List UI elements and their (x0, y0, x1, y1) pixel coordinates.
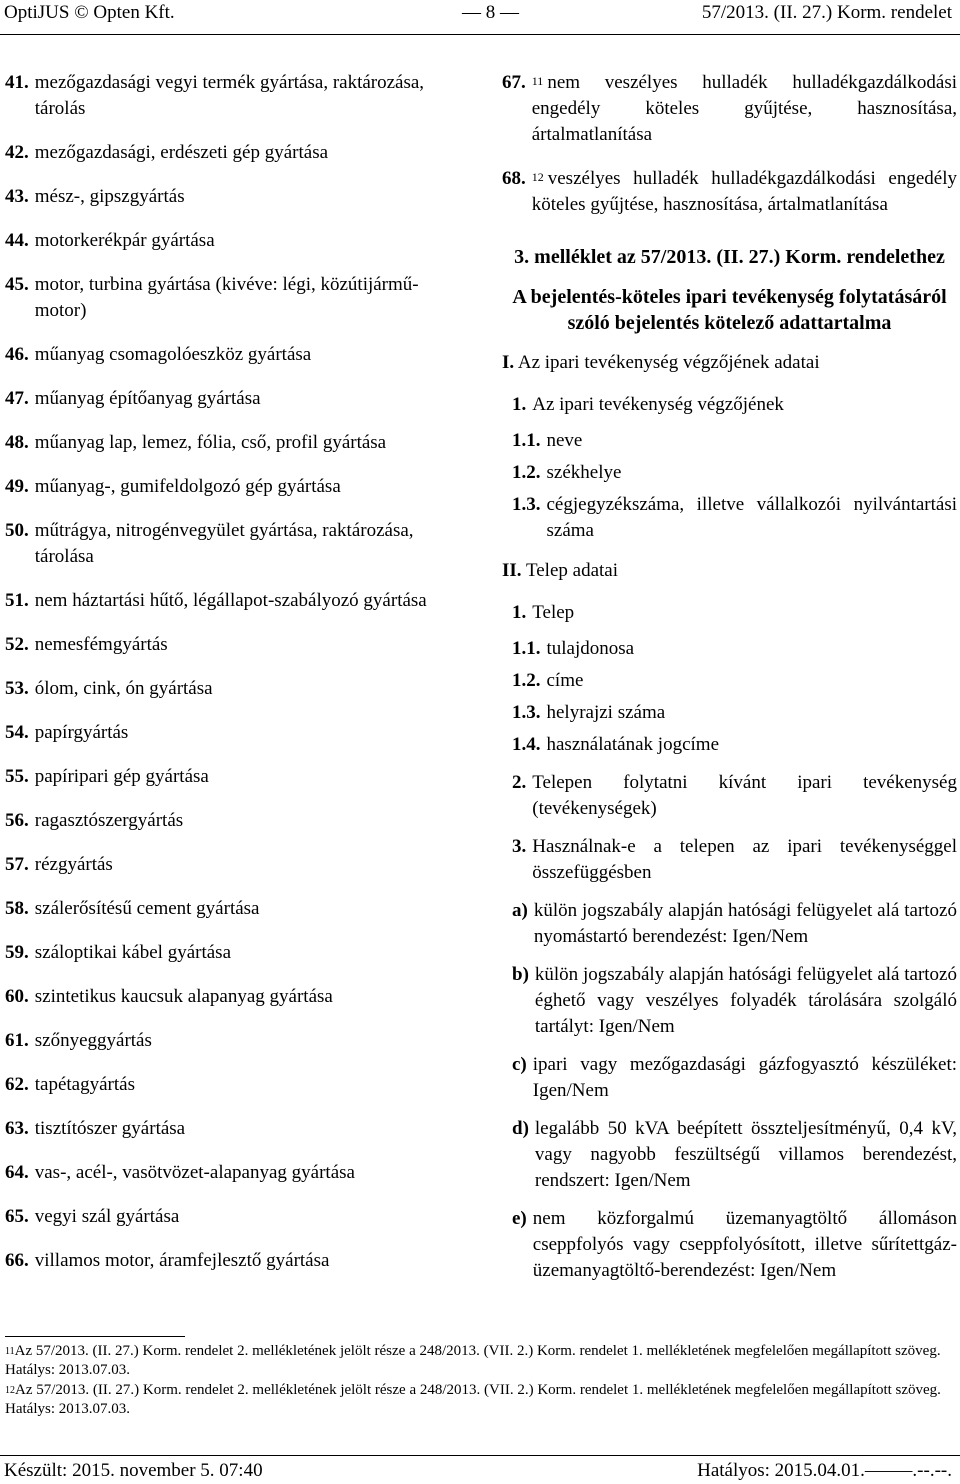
item-number: 63. (5, 1118, 29, 1139)
item-text (35, 228, 460, 254)
list-item (502, 166, 957, 218)
item-number: 46. (5, 344, 29, 365)
document-title: A bejelentés-köteles ipari tevékenység folytatásáról szóló bejelentés kötelező adattartalma (512, 286, 947, 334)
item-number: a) (512, 900, 528, 921)
item-number: c) (512, 1054, 527, 1075)
item-text-content: műanyag lap, lemez, fólia, cső, profil gyártása (34, 432, 387, 453)
list-item (5, 474, 460, 500)
section-title: Az ipari tevékenység végzőjének adatai (517, 352, 820, 373)
item-text (35, 720, 460, 746)
item-text (35, 588, 460, 614)
item-number: 1. (512, 394, 527, 415)
list-item (5, 940, 460, 966)
item-number: 62. (5, 1074, 29, 1095)
item-number: d) (512, 1118, 529, 1139)
item-text-content: nem közforgalmú üzemanyagtöltő állomáson cseppfolyós vagy cseppfolyósított, illetve sűrítettgáz-üzemanyagtöltő-berendezést: Igen/Nem (532, 1208, 957, 1281)
item-text (35, 896, 460, 922)
item-text-content: száloptikai kábel gyártása (34, 942, 232, 963)
item-text-content: székhelye (546, 462, 622, 483)
item-text-content: Az ipari tevékenység végzőjének (532, 394, 784, 415)
item-text-content: papírgyártás (34, 722, 129, 743)
item-text (35, 852, 460, 878)
item-number: 56. (5, 810, 29, 831)
item-text-content: mezőgazdasági, erdészeti gép gyártása (34, 142, 329, 163)
footnote-number: 11 (5, 1346, 15, 1357)
item-text (535, 962, 957, 1040)
item-number: 61. (5, 1030, 29, 1051)
list-item (5, 1204, 460, 1230)
item-number: 42. (5, 142, 29, 163)
item-number: 1.1. (512, 430, 541, 451)
item-text (35, 518, 460, 570)
list-item (502, 70, 957, 148)
item-text-content: külön jogszabály alapján hatósági felügyelet alá tartozó éghető vagy veszélyes folyadék tárolására szolgáló tartályt: Igen/Nem (534, 964, 957, 1037)
footnotes (5, 1342, 955, 1420)
section-number: I. (502, 352, 515, 373)
footnote-ref: 12 (531, 170, 544, 184)
item-text-content: szőnyeggyártás (34, 1030, 152, 1051)
footnote-text: Az 57/2013. (II. 27.) Korm. rendelet 2. mellékletének jelölt része a 248/2013. (VII. 2.) Korm. rendelet 1. mellékletének megfelelően megállapított szöveg. Hatálys: 2013.07.03. (5, 1382, 941, 1417)
list-item (512, 1206, 957, 1284)
item-number: 48. (5, 432, 29, 453)
footnote-ref: 11 (531, 74, 544, 88)
item-number: 1.4. (512, 734, 541, 755)
item-text (547, 636, 958, 662)
item-text-content: helyrajzi száma (546, 702, 666, 723)
item-text-content: papíripari gép gyártása (34, 766, 209, 787)
item-text-content: tapétagyártás (34, 1074, 135, 1095)
item-text-content: mész-, gipszgyártás (34, 186, 185, 207)
item-text (532, 70, 957, 148)
item-text-content: nem veszélyes hulladék hulladékgazdálkodási engedély köteles gyűjtése, hasznosítása, ártalmatlanítása (531, 72, 957, 145)
item-text-content: motorkerékpár gyártása (34, 230, 215, 251)
item-text (532, 770, 957, 822)
item-text (35, 764, 460, 790)
item-text (35, 184, 460, 210)
item-text (532, 392, 957, 418)
item-text-content: használatának jogcíme (546, 734, 720, 755)
item-text (547, 668, 958, 694)
list-item (5, 676, 460, 702)
item-text (547, 492, 958, 544)
item-text (35, 632, 460, 658)
item-number: 3. (512, 836, 527, 857)
item-number: 2. (512, 772, 527, 793)
list-item (5, 852, 460, 878)
list-item (512, 732, 957, 758)
item-number: 1.1. (512, 638, 541, 659)
item-text (35, 940, 460, 966)
item-number: 54. (5, 722, 29, 743)
item-text (35, 70, 460, 122)
list-item (5, 896, 460, 922)
item-text-content: szálerősítésű cement gyártása (34, 898, 260, 919)
item-number: 1.3. (512, 494, 541, 515)
footer-created: Készült: 2015. november 5. 07:40 (4, 1460, 263, 1481)
item-number: 45. (5, 274, 29, 295)
item-text-content: műtrágya, nitrogénvegyület gyártása, raktározása, tárolása (34, 520, 414, 567)
item-text (534, 898, 957, 950)
item-number: 49. (5, 476, 29, 497)
list-item (5, 140, 460, 166)
section-heading (502, 350, 957, 376)
item-text-content: Telep (532, 602, 575, 623)
item-number: b) (512, 964, 529, 985)
item-number: 41. (5, 72, 29, 93)
item-text (547, 700, 958, 726)
list-item (5, 272, 460, 324)
item-text (547, 460, 958, 486)
list-item (5, 1248, 460, 1274)
item-text (35, 1160, 460, 1186)
list-item (512, 428, 957, 454)
item-text (35, 140, 460, 166)
item-number: 51. (5, 590, 29, 611)
item-text-content: műanyag-, gumifeldolgozó gép gyártása (34, 476, 341, 497)
right-column (502, 70, 957, 1296)
item-text-content: mezőgazdasági vegyi termék gyártása, raktározása, tárolás (34, 72, 425, 119)
list-item (512, 600, 957, 626)
item-text-content: vas-, acél-, vasötvözet-alapanyag gyártása (34, 1162, 355, 1183)
list-item (5, 228, 460, 254)
item-number: 1.3. (512, 702, 541, 723)
item-number: 59. (5, 942, 29, 963)
list-item (5, 70, 460, 122)
item-text (547, 428, 958, 454)
list-item (5, 808, 460, 834)
item-text-content: ragasztószergyártás (34, 810, 184, 831)
item-text-content: műanyag építőanyag gyártása (34, 388, 261, 409)
item-text-content: külön jogszabály alapján hatósági felügyelet alá tartozó nyomástartó berendezést: Igen/Nem (533, 900, 957, 947)
list-item (5, 342, 460, 368)
item-text (35, 1072, 460, 1098)
item-text-content: címe (546, 670, 584, 691)
item-text (35, 1248, 460, 1274)
item-text (35, 474, 460, 500)
item-text (533, 1052, 957, 1104)
item-text-content: műanyag csomagolóeszköz gyártása (34, 344, 312, 365)
list-item (5, 518, 460, 570)
list-item (512, 636, 957, 662)
left-column (5, 70, 460, 1292)
item-number: 60. (5, 986, 29, 1007)
item-text-content: neve (546, 430, 583, 451)
list-item (512, 898, 957, 950)
header-divider (0, 34, 960, 35)
list-item (512, 962, 957, 1040)
item-text (533, 1206, 957, 1284)
item-text-content: nem háztartási hűtő, légállapot-szabályozó gyártása (34, 590, 427, 611)
item-text-content: cégjegyzékszáma, illetve vállalkozói nyilvántartási száma (546, 494, 957, 541)
item-number: 64. (5, 1162, 29, 1183)
list-item (5, 386, 460, 412)
item-text-content: Használnak-e a telepen az ipari tevékenységgel összefüggésben (532, 836, 957, 883)
item-text (35, 272, 460, 324)
item-text-content: Telepen folytatni kívánt ipari tevékenység (tevékenységek) (532, 772, 957, 819)
item-number: 47. (5, 388, 29, 409)
section-heading (502, 558, 957, 584)
item-text-content: vegyi szál gyártása (34, 1206, 180, 1227)
list-item (5, 430, 460, 456)
list-item (5, 588, 460, 614)
item-text (35, 676, 460, 702)
item-number: 53. (5, 678, 29, 699)
item-number: 1.2. (512, 462, 541, 483)
item-number: 44. (5, 230, 29, 251)
item-text-content: rézgyártás (34, 854, 113, 875)
list-item (512, 770, 957, 822)
footnote (5, 1381, 955, 1419)
list-item (512, 1052, 957, 1104)
list-item (5, 1116, 460, 1142)
footnote (5, 1342, 955, 1380)
item-number: 1. (512, 602, 527, 623)
footer-effective: Hatályos: 2015.04.01.–––––.--.--. (697, 1460, 952, 1481)
item-text-content: motor, turbina gyártása (kivéve: légi, közútijármű-motor) (34, 274, 419, 321)
item-text-content: nemesfémgyártás (34, 634, 168, 655)
list-item (512, 834, 957, 886)
list-item (5, 720, 460, 746)
list-item (5, 1072, 460, 1098)
item-text-content: ipari vagy mezőgazdasági gázfogyasztó készüléket: Igen/Nem (532, 1054, 957, 1101)
item-number: 66. (5, 1250, 29, 1271)
item-text-content: villamos motor, áramfejlesztő gyártása (34, 1250, 330, 1271)
footer-divider (0, 1455, 960, 1456)
item-text (35, 430, 460, 456)
list-item (512, 460, 957, 486)
item-text (35, 342, 460, 368)
item-number: 68. (502, 168, 526, 189)
page-header (0, 0, 960, 34)
item-text-content: veszélyes hulladék hulladékgazdálkodási engedély köteles gyűjtése, hasznosítása, ártalmatlanítása (531, 168, 957, 215)
list-item (512, 492, 957, 544)
list-item (5, 632, 460, 658)
section-number: II. (502, 560, 522, 581)
item-number: 58. (5, 898, 29, 919)
item-text (35, 386, 460, 412)
item-text (532, 600, 957, 626)
item-text-content: szintetikus kaucsuk alapanyag gyártása (34, 986, 333, 1007)
item-number: 55. (5, 766, 29, 787)
annex-title: 3. melléklet az 57/2013. (II. 27.) Korm. rendelethez (514, 246, 945, 268)
item-text (547, 732, 958, 758)
list-item (5, 764, 460, 790)
item-number: 50. (5, 520, 29, 541)
item-number: 52. (5, 634, 29, 655)
item-text (35, 1116, 460, 1142)
item-number: 57. (5, 854, 29, 875)
header-publisher: OptiJUS © Opten Kft. (4, 2, 175, 23)
item-text (35, 808, 460, 834)
item-text-content: ólom, cink, ón gyártása (34, 678, 213, 699)
item-number: 1.2. (512, 670, 541, 691)
item-number: e) (512, 1208, 527, 1229)
item-text (532, 834, 957, 886)
list-item (5, 984, 460, 1010)
item-text (35, 1028, 460, 1054)
item-text (535, 1116, 957, 1194)
footnote-text: Az 57/2013. (II. 27.) Korm. rendelet 2. mellékletének jelölt része a 248/2013. (VII. 2.) Korm. rendelet 1. mellékletének megfelelően megállapított szöveg. Hatálys: 2013.07.03. (5, 1343, 941, 1378)
header-page-number: — 8 — (462, 2, 519, 23)
footnote-divider (5, 1336, 185, 1337)
list-item (512, 1116, 957, 1194)
header-document-title: 57/2013. (II. 27.) Korm. rendelet (701, 2, 952, 23)
item-number: 65. (5, 1206, 29, 1227)
list-item (5, 1160, 460, 1186)
list-item (512, 668, 957, 694)
list-item (512, 392, 957, 418)
item-number: 43. (5, 186, 29, 207)
item-text (532, 166, 957, 218)
footnote-number: 12 (5, 1385, 15, 1396)
item-text (35, 1204, 460, 1230)
section-title: Telep adatai (525, 560, 618, 581)
item-text (35, 984, 460, 1010)
item-number: 67. (502, 72, 526, 93)
item-text-content: tisztítószer gyártása (34, 1118, 186, 1139)
list-item (5, 184, 460, 210)
item-text-content: tulajdonosa (546, 638, 635, 659)
list-item (512, 700, 957, 726)
list-item (5, 1028, 460, 1054)
item-text-content: legalább 50 kVA beépített összteljesítményű, 0,4 kV, vagy nagyobb feszültségű villamos berendezést, rendszert: Igen/Nem (534, 1118, 957, 1191)
